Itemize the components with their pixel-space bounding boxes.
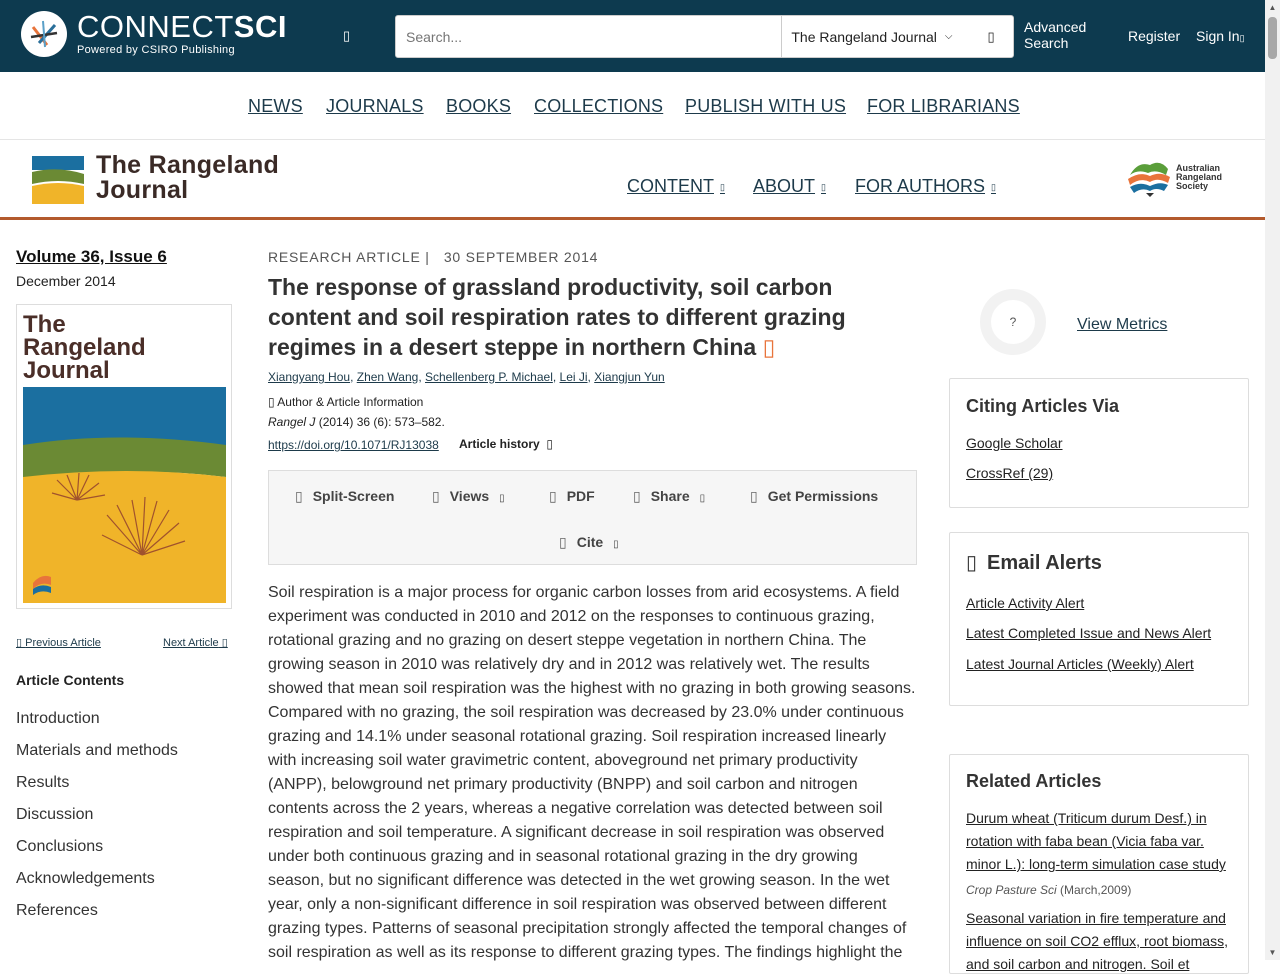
cite-button[interactable]: ▯ Cite ▯ — [559, 534, 619, 550]
author-list: Xiangyang Hou, Zhen Wang, Schellenberg P. Michael, Lei Ji, Xiangjun Yun — [268, 370, 665, 384]
scroll-thumb[interactable] — [1268, 17, 1277, 59]
contents-item-acknowledgements[interactable]: Acknowledgements — [16, 870, 155, 887]
article-history-toggle[interactable]: Article history ▯ — [459, 437, 553, 451]
contents-item-conclusions[interactable]: Conclusions — [16, 838, 104, 855]
article-meta: RESEARCH ARTICLE | 30 SEPTEMBER 2014 — [268, 249, 599, 265]
email-alerts-panel — [949, 532, 1249, 706]
article-toolbar — [268, 470, 917, 565]
scroll-down-arrow-icon[interactable]: ▼ — [1268, 948, 1277, 957]
latest-issue-alert-link[interactable]: Latest Completed Issue and News Alert — [966, 625, 1212, 641]
citation-line: Rangel J (2014) 36 (6): 573–582. — [268, 415, 445, 429]
caret-icon: ▯ — [613, 539, 619, 550]
top-bar — [0, 0, 1265, 72]
journal-nav-about[interactable]: ABOUT ▯ — [753, 176, 826, 196]
register-link[interactable]: Register — [1128, 28, 1181, 44]
chevron-down-icon: ⌵ — [944, 31, 953, 42]
related-article-source: Crop Pasture Sci (March,2009) — [966, 883, 1132, 897]
search-button[interactable] — [969, 16, 1013, 57]
split-screen-button[interactable]: ▯ Split-Screen — [295, 488, 395, 504]
pdf-button[interactable]: ▯ PDF — [549, 488, 595, 504]
issue-date: December 2014 — [16, 273, 116, 289]
open-access-icon: ▯ — [762, 334, 776, 360]
article-contents-title: Article Contents — [16, 672, 125, 688]
nav-for-librarians[interactable]: FOR LIBRARIANS — [867, 96, 1020, 116]
views-button[interactable]: ▯ Views ▯ — [432, 488, 505, 504]
author-link[interactable]: Xiangyang Hou — [268, 370, 351, 384]
altmetric-score: ? — [991, 300, 1035, 344]
journal-nav-content[interactable]: CONTENT ▯ — [627, 176, 725, 196]
volume-issue-link[interactable]: Volume 36, Issue 6 — [16, 247, 167, 266]
google-scholar-link[interactable]: Google Scholar — [966, 435, 1063, 451]
related-article-link[interactable]: Seasonal variation in fire temperature and influence on soil CO2 efflux, root biomass, and soil carbon and nitrogen. Soil et — [966, 910, 1228, 972]
caret-icon: ▯ — [699, 493, 706, 504]
page-scrollbar[interactable] — [1265, 0, 1280, 960]
cover-title: The Rangeland Journal — [23, 311, 146, 384]
search-scope-value: The Rangeland Journal — [791, 28, 937, 45]
user-icon: ▯ — [1239, 33, 1245, 43]
connectsci-logo[interactable] — [21, 8, 287, 57]
advanced-search-link[interactable]: Advanced Search — [1024, 19, 1087, 51]
caret-icon: ▯ — [720, 181, 725, 192]
contents-item-results[interactable]: Results — [16, 774, 70, 791]
views-icon: ▯ — [432, 488, 440, 504]
connectsci-logo-icon — [21, 11, 67, 57]
article-contents-list — [16, 710, 178, 934]
society-logo-icon — [1126, 157, 1172, 197]
contents-item-references[interactable]: References — [16, 902, 98, 919]
article-abstract: Soil respiration is a major process for organic carbon losses from arid ecosystems. A field experiment was conducted in 2010 and 2012 on the responses to continuous grazing, rotational grazing and no grazing on desert steppe vegetation in northern China. The growing season in 2010 was relatively dry and in 2012 was relatively wet. The results showed that mean soil respiration was the highest with no grazing in both growing seasons. Compared with no grazing, the soil respiration was decreased by 23.0% under continuous grazing and 14.1% under seasonal rotational grazing. Soil respiration increased linearly with increasing soil water gravimetric content, aboveground net primary productivity (ANPP), belowground net primary productivity (BNPP) and soil carbon and nitrogen contents across the 2 years, whereas a negative correlation was detected between soil respiration and soil temperature. A significant decrease in soil respiration was observed under both continuous grazing and in seasonal rotational grazing in the dry growing season, but no significant difference was detected in the wet growing season. In the wet year, only a non-significant difference in soil respiration was observed between different grazing types. Patterns of seasonal precipitation strongly affected the temporal changes of soil respiration as well as its response to different grazing types. The findings highlight the — [268, 584, 916, 961]
next-icon: ▯ — [218, 637, 228, 649]
share-button[interactable]: ▯ Share ▯ — [633, 488, 706, 504]
author-link[interactable]: Zhen Wang — [356, 370, 419, 384]
article-date: 30 SEPTEMBER 2014 — [443, 249, 599, 265]
pdf-icon: ▯ — [549, 488, 557, 504]
author-article-info-toggle[interactable]: ▯ Author & Article Information — [268, 395, 424, 409]
expand-icon: ▯ — [268, 395, 278, 409]
crossref-link[interactable]: CrossRef (29) — [966, 465, 1054, 481]
view-metrics-link[interactable]: View Metrics — [1077, 316, 1168, 333]
search-icon: ▯ — [987, 28, 995, 44]
main-nav — [0, 72, 1265, 140]
caret-icon: ▯ — [991, 181, 996, 192]
caret-icon: ▯ — [821, 181, 826, 192]
scroll-up-arrow-icon[interactable]: ▲ — [1268, 3, 1277, 12]
author-link[interactable]: Xiangjun Yun — [594, 370, 665, 384]
search-input[interactable] — [396, 16, 781, 57]
article-activity-alert-link[interactable]: Article Activity Alert — [966, 595, 1085, 611]
altmetric-badge[interactable] — [980, 289, 1046, 355]
author-link[interactable]: Lei Ji — [559, 370, 588, 384]
nav-collections[interactable]: COLLECTIONS — [534, 96, 664, 116]
latest-articles-alert-link[interactable]: Latest Journal Articles (Weekly) Alert — [966, 656, 1194, 672]
menu-icon[interactable]: ▯ — [343, 28, 351, 43]
nav-publish-with-us[interactable]: PUBLISH WITH US — [685, 96, 847, 116]
search-bar — [395, 15, 1014, 58]
related-article-link[interactable]: Durum wheat (Triticum durum Desf.) in rotation with faba bean (Vicia faba var. minor L.): long-term simulation case study — [966, 810, 1226, 872]
contents-item-introduction[interactable]: Introduction — [16, 710, 100, 727]
citing-articles-panel — [949, 378, 1249, 508]
contents-item-discussion[interactable]: Discussion — [16, 806, 94, 823]
journal-header — [0, 140, 1265, 220]
related-articles-title: Related Articles — [966, 771, 1102, 791]
share-icon: ▯ — [633, 488, 641, 504]
author-link[interactable]: Schellenberg P. Michael — [425, 370, 553, 384]
previous-article-link[interactable]: ▯ Previous Article — [16, 637, 101, 649]
article-title: The response of grassland productivity, soil carbon content and soil respiration rates to different grazing regimes in a desert steppe in northern China ▯ — [268, 274, 846, 360]
nav-books[interactable]: BOOKS — [446, 96, 512, 116]
journal-logo-icon[interactable] — [32, 156, 84, 204]
logo-tagline: Powered by CSIRO Publishing — [77, 43, 235, 56]
get-permissions-button[interactable]: ▯ Get Permissions — [750, 488, 879, 504]
search-scope-select[interactable] — [781, 16, 969, 57]
citing-articles-title: Citing Articles Via — [966, 396, 1120, 416]
expand-icon: ▯ — [539, 437, 553, 451]
nav-journals[interactable]: JOURNALS — [326, 96, 424, 116]
cover-artwork — [17, 305, 233, 610]
journal-nav-for-authors[interactable]: FOR AUTHORS ▯ — [855, 176, 996, 196]
logo-wordmark: CONNECTSCI — [77, 8, 287, 44]
contents-item-materials-and-methods[interactable]: Materials and methods — [16, 742, 178, 759]
journal-title[interactable]: The Rangeland Journal — [96, 151, 280, 204]
nav-news[interactable]: NEWS — [248, 96, 303, 116]
split-screen-icon: ▯ — [295, 488, 303, 504]
sign-in-link[interactable]: Sign In▯ — [1196, 28, 1245, 44]
cite-icon: ▯ — [559, 534, 567, 550]
society-logo[interactable]: Australian Rangeland Society — [1126, 157, 1222, 197]
article-type: RESEARCH ARTICLE — [268, 249, 421, 265]
permissions-icon: ▯ — [750, 488, 758, 504]
journal-cover-image[interactable] — [16, 304, 232, 609]
doi-link[interactable]: https://doi.org/10.1071/RJ13038 — [268, 438, 439, 452]
bell-icon: ▯ — [966, 552, 978, 574]
previous-icon: ▯ — [16, 637, 26, 649]
next-article-link[interactable]: Next Article ▯ — [163, 637, 228, 649]
related-articles-panel — [949, 754, 1249, 974]
email-alerts-title: ▯ Email Alerts — [966, 552, 1102, 574]
caret-icon: ▯ — [499, 493, 505, 504]
